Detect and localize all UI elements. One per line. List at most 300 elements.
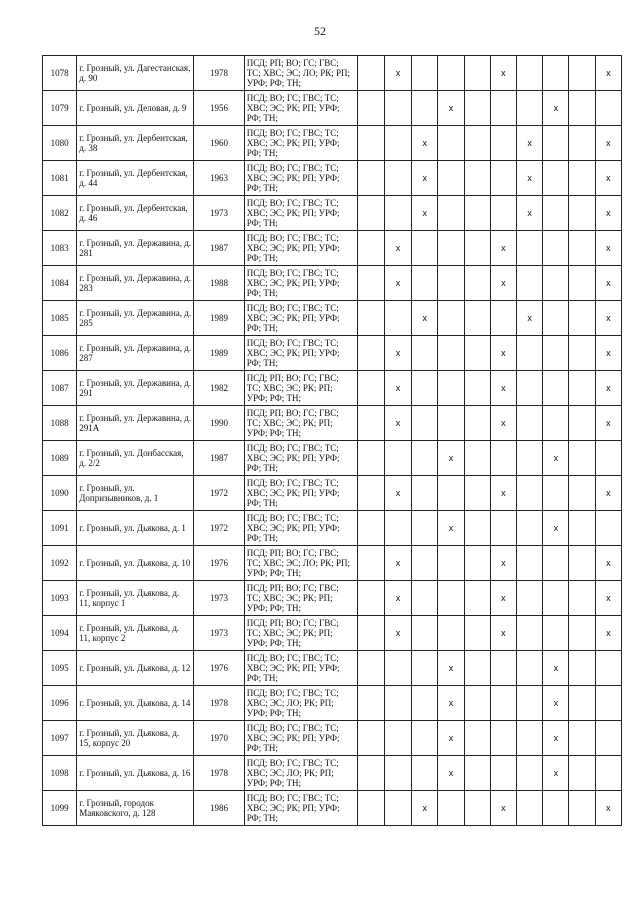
mark-cell bbox=[490, 756, 516, 791]
mark-cell: x bbox=[543, 721, 569, 756]
mark-cell bbox=[490, 511, 516, 546]
mark-cell bbox=[412, 651, 438, 686]
year-cell: 1973 bbox=[194, 616, 244, 651]
mark-cell bbox=[438, 791, 464, 826]
works-list-cell: ПСД; ВО; ГС; ГВС; ТС; ХВС; ЭС; РК; РП; УРФ; РФ; ТН; bbox=[244, 476, 357, 511]
mark-cell bbox=[543, 546, 569, 581]
mark-cell: x bbox=[384, 336, 411, 371]
mark-cell bbox=[595, 686, 621, 721]
works-list-cell: ПСД; ВО; ГС; ГВС; ТС; ХВС; ЭС; ЛО; РК; РП; УРФ; РФ; ТН; bbox=[244, 756, 357, 791]
address-cell: г. Грозный, ул. Донбасская, д. 2/2 bbox=[77, 441, 194, 476]
mark-cell bbox=[384, 441, 411, 476]
mark-cell: x bbox=[595, 56, 621, 91]
works-list-cell: ПСД; ВО; ГС; ГВС; ТС; ХВС; ЭС; РК; РП; УРФ; РФ; ТН; bbox=[244, 791, 357, 826]
mark-cell: x bbox=[384, 371, 411, 406]
mark-cell bbox=[569, 581, 595, 616]
works-list-cell: ПСД; РП; ВО; ГС; ГВС; ТС; ХВС; ЭС; РК; РП; УРФ; РФ; ТН; bbox=[244, 406, 357, 441]
mark-cell bbox=[569, 721, 595, 756]
mark-cell: x bbox=[438, 721, 464, 756]
mark-cell bbox=[357, 56, 384, 91]
table-row bbox=[43, 581, 622, 616]
page-number: 52 bbox=[314, 24, 326, 38]
row-number-cell: 1081 bbox=[43, 161, 77, 196]
mark-cell bbox=[438, 616, 464, 651]
mark-cell bbox=[517, 721, 543, 756]
mark-cell bbox=[464, 721, 490, 756]
mark-cell bbox=[464, 336, 490, 371]
mark-cell bbox=[357, 721, 384, 756]
row-number-cell: 1084 bbox=[43, 266, 77, 301]
mark-cell bbox=[490, 91, 516, 126]
mark-cell bbox=[517, 686, 543, 721]
mark-cell: x bbox=[595, 336, 621, 371]
mark-cell bbox=[517, 266, 543, 301]
works-list-cell: ПСД; ВО; ГС; ГВС; ТС; ХВС; ЭС; РК; РП; УРФ; РФ; ТН; bbox=[244, 336, 357, 371]
works-list-cell: ПСД; РП; ВО; ГС; ГВС; ТС; ХВС; ЭС; РК; РП; УРФ; РФ; ТН; bbox=[244, 616, 357, 651]
year-cell: 1987 bbox=[194, 441, 244, 476]
mark-cell bbox=[464, 161, 490, 196]
mark-cell: x bbox=[490, 266, 516, 301]
mark-cell bbox=[384, 161, 411, 196]
mark-cell bbox=[517, 441, 543, 476]
row-number-cell: 1085 bbox=[43, 301, 77, 336]
mark-cell bbox=[464, 406, 490, 441]
works-list-cell: ПСД; ВО; ГС; ГВС; ТС; ХВС; ЭС; РК; РП; УРФ; РФ; ТН; bbox=[244, 721, 357, 756]
table-row bbox=[43, 476, 622, 511]
mark-cell bbox=[412, 266, 438, 301]
mark-cell bbox=[490, 301, 516, 336]
mark-cell bbox=[357, 651, 384, 686]
mark-cell: x bbox=[490, 336, 516, 371]
table-row bbox=[43, 336, 622, 371]
mark-cell bbox=[412, 546, 438, 581]
table-row bbox=[43, 371, 622, 406]
mark-cell bbox=[543, 406, 569, 441]
mark-cell bbox=[517, 476, 543, 511]
mark-cell bbox=[595, 651, 621, 686]
mark-cell bbox=[569, 616, 595, 651]
works-list-cell: ПСД; РП; ВО; ГС; ГВС; ТС; ХВС; ЭС; ЛО; РК; РП; УРФ; РФ; ТН; bbox=[244, 546, 357, 581]
mark-cell bbox=[543, 126, 569, 161]
mark-cell bbox=[438, 581, 464, 616]
mark-cell bbox=[357, 126, 384, 161]
mark-cell bbox=[464, 56, 490, 91]
table-row bbox=[43, 56, 622, 91]
mark-cell bbox=[569, 476, 595, 511]
table-row bbox=[43, 91, 622, 126]
address-cell: г. Грозный, ул. Державина, д. 285 bbox=[77, 301, 194, 336]
mark-cell: x bbox=[543, 686, 569, 721]
mark-cell bbox=[517, 231, 543, 266]
mark-cell: x bbox=[412, 301, 438, 336]
mark-cell: x bbox=[490, 371, 516, 406]
mark-cell: x bbox=[595, 546, 621, 581]
mark-cell bbox=[517, 546, 543, 581]
mark-cell bbox=[384, 301, 411, 336]
mark-cell bbox=[357, 336, 384, 371]
mark-cell bbox=[464, 266, 490, 301]
row-number-cell: 1082 bbox=[43, 196, 77, 231]
year-cell: 1986 bbox=[194, 791, 244, 826]
row-number-cell: 1095 bbox=[43, 651, 77, 686]
mark-cell bbox=[543, 371, 569, 406]
mark-cell bbox=[357, 266, 384, 301]
mark-cell bbox=[384, 196, 411, 231]
mark-cell bbox=[543, 56, 569, 91]
mark-cell: x bbox=[517, 126, 543, 161]
address-cell: г. Грозный, ул. Дьякова, д. 1 bbox=[77, 511, 194, 546]
mark-cell: x bbox=[517, 161, 543, 196]
mark-cell bbox=[357, 371, 384, 406]
year-cell: 1963 bbox=[194, 161, 244, 196]
table-row bbox=[43, 161, 622, 196]
mark-cell: x bbox=[438, 686, 464, 721]
mark-cell: x bbox=[490, 581, 516, 616]
mark-cell bbox=[357, 231, 384, 266]
mark-cell: x bbox=[490, 56, 516, 91]
mark-cell bbox=[357, 476, 384, 511]
row-number-cell: 1079 bbox=[43, 91, 77, 126]
mark-cell: x bbox=[595, 476, 621, 511]
mark-cell bbox=[384, 791, 411, 826]
mark-cell bbox=[357, 301, 384, 336]
year-cell: 1987 bbox=[194, 231, 244, 266]
year-cell: 1982 bbox=[194, 371, 244, 406]
mark-cell bbox=[464, 686, 490, 721]
mark-cell bbox=[569, 336, 595, 371]
mark-cell: x bbox=[490, 546, 516, 581]
row-number-cell: 1093 bbox=[43, 581, 77, 616]
mark-cell bbox=[517, 581, 543, 616]
mark-cell bbox=[569, 406, 595, 441]
row-number-cell: 1078 bbox=[43, 56, 77, 91]
year-cell: 1978 bbox=[194, 686, 244, 721]
address-cell: г. Грозный, ул. Дагестанская, д. 90 bbox=[77, 56, 194, 91]
works-list-cell: ПСД; ВО; ГС; ГВС; ТС; ХВС; ЭС; РК; РП; УРФ; РФ; ТН; bbox=[244, 266, 357, 301]
mark-cell bbox=[464, 371, 490, 406]
address-cell: г. Грозный, ул. Дьякова, д. 16 bbox=[77, 756, 194, 791]
mark-cell bbox=[357, 581, 384, 616]
year-cell: 1988 bbox=[194, 266, 244, 301]
year-cell: 1956 bbox=[194, 91, 244, 126]
mark-cell bbox=[464, 616, 490, 651]
mark-cell bbox=[357, 441, 384, 476]
mark-cell bbox=[517, 511, 543, 546]
mark-cell bbox=[543, 301, 569, 336]
mark-cell: x bbox=[543, 651, 569, 686]
table-row bbox=[43, 511, 622, 546]
mark-cell bbox=[438, 336, 464, 371]
mark-cell bbox=[517, 371, 543, 406]
mark-cell: x bbox=[595, 196, 621, 231]
table-body bbox=[43, 56, 622, 826]
mark-cell bbox=[490, 651, 516, 686]
address-cell: г. Грозный, ул. Дьякова, д. 11, корпус 1 bbox=[77, 581, 194, 616]
mark-cell bbox=[569, 511, 595, 546]
table-row bbox=[43, 301, 622, 336]
mark-cell: x bbox=[595, 231, 621, 266]
mark-cell bbox=[569, 546, 595, 581]
mark-cell bbox=[384, 511, 411, 546]
row-number-cell: 1089 bbox=[43, 441, 77, 476]
works-list-cell: ПСД; ВО; ГС; ГВС; ТС; ХВС; ЭС; РК; РП; УРФ; РФ; ТН; bbox=[244, 651, 357, 686]
mark-cell: x bbox=[438, 91, 464, 126]
mark-cell bbox=[569, 161, 595, 196]
address-cell: г. Грозный, ул. Дербентская, д. 38 bbox=[77, 126, 194, 161]
row-number-cell: 1097 bbox=[43, 721, 77, 756]
mark-cell bbox=[490, 126, 516, 161]
mark-cell bbox=[438, 476, 464, 511]
row-number-cell: 1091 bbox=[43, 511, 77, 546]
mark-cell bbox=[384, 721, 411, 756]
table-row bbox=[43, 686, 622, 721]
mark-cell bbox=[412, 56, 438, 91]
works-list-cell: ПСД; ВО; ГС; ГВС; ТС; ХВС; ЭС; РК; РП; УРФ; РФ; ТН; bbox=[244, 161, 357, 196]
mark-cell bbox=[464, 791, 490, 826]
mark-cell bbox=[569, 301, 595, 336]
mark-cell bbox=[357, 546, 384, 581]
table-row bbox=[43, 546, 622, 581]
mark-cell bbox=[438, 161, 464, 196]
table-row bbox=[43, 196, 622, 231]
mark-cell: x bbox=[595, 371, 621, 406]
mark-cell bbox=[464, 651, 490, 686]
address-cell: г. Грозный, ул. Державина, д. 291 bbox=[77, 371, 194, 406]
housing-registry-table bbox=[42, 55, 622, 826]
table-row bbox=[43, 721, 622, 756]
mark-cell bbox=[412, 406, 438, 441]
mark-cell bbox=[569, 651, 595, 686]
address-cell: г. Грозный, ул. Дербентская, д. 44 bbox=[77, 161, 194, 196]
mark-cell: x bbox=[384, 581, 411, 616]
row-number-cell: 1099 bbox=[43, 791, 77, 826]
mark-cell bbox=[357, 616, 384, 651]
mark-cell bbox=[412, 686, 438, 721]
row-number-cell: 1096 bbox=[43, 686, 77, 721]
mark-cell bbox=[517, 56, 543, 91]
mark-cell bbox=[543, 266, 569, 301]
mark-cell bbox=[464, 756, 490, 791]
year-cell: 1973 bbox=[194, 581, 244, 616]
year-cell: 1976 bbox=[194, 651, 244, 686]
address-cell: г. Грозный, ул. Державина, д. 287 bbox=[77, 336, 194, 371]
table-row bbox=[43, 441, 622, 476]
year-cell: 1989 bbox=[194, 301, 244, 336]
row-number-cell: 1083 bbox=[43, 231, 77, 266]
table-row bbox=[43, 616, 622, 651]
address-cell: г. Грозный, ул. Державина, д. 283 bbox=[77, 266, 194, 301]
works-list-cell: ПСД; РП; ВО; ГС; ГВС; ТС; ХВС; ЭС; ЛО; РК; РП; УРФ; РФ; ТН; bbox=[244, 56, 357, 91]
works-list-cell: ПСД; ВО; ГС; ГВС; ТС; ХВС; ЭС; РК; РП; УРФ; РФ; ТН; bbox=[244, 301, 357, 336]
mark-cell: x bbox=[384, 231, 411, 266]
address-cell: г. Грозный, ул. Державина, д. 281 bbox=[77, 231, 194, 266]
mark-cell: x bbox=[384, 266, 411, 301]
table-row bbox=[43, 126, 622, 161]
works-list-cell: ПСД; ВО; ГС; ГВС; ТС; ХВС; ЭС; РК; РП; УРФ; РФ; ТН; bbox=[244, 196, 357, 231]
mark-cell bbox=[412, 511, 438, 546]
mark-cell bbox=[569, 196, 595, 231]
mark-cell bbox=[438, 301, 464, 336]
year-cell: 1978 bbox=[194, 56, 244, 91]
mark-cell bbox=[412, 441, 438, 476]
row-number-cell: 1086 bbox=[43, 336, 77, 371]
table-row bbox=[43, 791, 622, 826]
address-cell: г. Грозный, городок Маяковского, д. 128 bbox=[77, 791, 194, 826]
mark-cell: x bbox=[384, 476, 411, 511]
mark-cell bbox=[357, 756, 384, 791]
mark-cell: x bbox=[384, 56, 411, 91]
mark-cell bbox=[490, 441, 516, 476]
mark-cell bbox=[543, 231, 569, 266]
mark-cell bbox=[357, 511, 384, 546]
mark-cell bbox=[464, 91, 490, 126]
mark-cell bbox=[412, 336, 438, 371]
mark-cell bbox=[464, 476, 490, 511]
table-row bbox=[43, 406, 622, 441]
mark-cell bbox=[517, 756, 543, 791]
mark-cell bbox=[517, 616, 543, 651]
mark-cell bbox=[384, 91, 411, 126]
address-cell: г. Грозный, ул. Дербентская, д. 46 bbox=[77, 196, 194, 231]
mark-cell bbox=[438, 546, 464, 581]
year-cell: 1978 bbox=[194, 756, 244, 791]
mark-cell bbox=[517, 91, 543, 126]
mark-cell bbox=[595, 721, 621, 756]
mark-cell bbox=[543, 336, 569, 371]
works-list-cell: ПСД; ВО; ГС; ГВС; ТС; ХВС; ЭС; РК; РП; УРФ; РФ; ТН; bbox=[244, 511, 357, 546]
year-cell: 1960 bbox=[194, 126, 244, 161]
mark-cell: x bbox=[412, 791, 438, 826]
mark-cell bbox=[543, 791, 569, 826]
mark-cell bbox=[438, 406, 464, 441]
mark-cell bbox=[412, 581, 438, 616]
mark-cell bbox=[543, 161, 569, 196]
mark-cell: x bbox=[543, 511, 569, 546]
mark-cell bbox=[357, 91, 384, 126]
mark-cell bbox=[595, 441, 621, 476]
mark-cell bbox=[517, 336, 543, 371]
mark-cell: x bbox=[595, 581, 621, 616]
address-cell: г. Грозный, ул. Деловая, д. 9 bbox=[77, 91, 194, 126]
mark-cell bbox=[438, 231, 464, 266]
mark-cell bbox=[543, 196, 569, 231]
mark-cell bbox=[569, 56, 595, 91]
mark-cell bbox=[384, 126, 411, 161]
mark-cell bbox=[464, 231, 490, 266]
mark-cell: x bbox=[384, 616, 411, 651]
mark-cell bbox=[543, 616, 569, 651]
mark-cell bbox=[517, 791, 543, 826]
mark-cell: x bbox=[543, 441, 569, 476]
mark-cell: x bbox=[412, 126, 438, 161]
mark-cell bbox=[490, 721, 516, 756]
mark-cell bbox=[384, 651, 411, 686]
row-number-cell: 1087 bbox=[43, 371, 77, 406]
mark-cell bbox=[569, 91, 595, 126]
mark-cell bbox=[595, 511, 621, 546]
mark-cell bbox=[438, 266, 464, 301]
mark-cell: x bbox=[595, 791, 621, 826]
works-list-cell: ПСД; ВО; ГС; ГВС; ТС; ХВС; ЭС; РК; РП; УРФ; РФ; ТН; bbox=[244, 231, 357, 266]
mark-cell: x bbox=[595, 266, 621, 301]
mark-cell bbox=[490, 161, 516, 196]
mark-cell bbox=[357, 196, 384, 231]
mark-cell bbox=[412, 721, 438, 756]
mark-cell bbox=[357, 791, 384, 826]
mark-cell: x bbox=[595, 126, 621, 161]
mark-cell bbox=[569, 231, 595, 266]
mark-cell bbox=[595, 91, 621, 126]
mark-cell bbox=[595, 756, 621, 791]
mark-cell: x bbox=[595, 406, 621, 441]
address-cell: г. Грозный, ул. Дьякова, д. 10 bbox=[77, 546, 194, 581]
address-cell: г. Грозный, ул. Допризывников, д. 1 bbox=[77, 476, 194, 511]
mark-cell: x bbox=[490, 406, 516, 441]
mark-cell bbox=[569, 266, 595, 301]
year-cell: 1973 bbox=[194, 196, 244, 231]
year-cell: 1990 bbox=[194, 406, 244, 441]
mark-cell bbox=[517, 406, 543, 441]
address-cell: г. Грозный, ул. Дьякова, д. 12 bbox=[77, 651, 194, 686]
table-row bbox=[43, 651, 622, 686]
address-cell: г. Грозный, ул. Дьякова, д. 15, корпус 20 bbox=[77, 721, 194, 756]
year-cell: 1972 bbox=[194, 511, 244, 546]
mark-cell bbox=[490, 686, 516, 721]
year-cell: 1989 bbox=[194, 336, 244, 371]
mark-cell bbox=[569, 126, 595, 161]
mark-cell bbox=[464, 581, 490, 616]
works-list-cell: ПСД; ВО; ГС; ГВС; ТС; ХВС; ЭС; ЛО; РК; РП; УРФ; РФ; ТН; bbox=[244, 686, 357, 721]
mark-cell: x bbox=[543, 91, 569, 126]
mark-cell: x bbox=[543, 756, 569, 791]
mark-cell: x bbox=[517, 301, 543, 336]
mark-cell: x bbox=[438, 651, 464, 686]
row-number-cell: 1080 bbox=[43, 126, 77, 161]
table-row bbox=[43, 756, 622, 791]
mark-cell bbox=[412, 371, 438, 406]
mark-cell bbox=[464, 511, 490, 546]
year-cell: 1976 bbox=[194, 546, 244, 581]
mark-cell: x bbox=[490, 616, 516, 651]
mark-cell: x bbox=[595, 161, 621, 196]
mark-cell: x bbox=[438, 511, 464, 546]
row-number-cell: 1098 bbox=[43, 756, 77, 791]
mark-cell bbox=[412, 756, 438, 791]
mark-cell bbox=[438, 196, 464, 231]
mark-cell bbox=[412, 616, 438, 651]
mark-cell: x bbox=[490, 476, 516, 511]
works-list-cell: ПСД; РП; ВО; ГС; ГВС; ТС; ХВС; ЭС; РК; РП; УРФ; РФ; ТН; bbox=[244, 371, 357, 406]
mark-cell bbox=[438, 56, 464, 91]
mark-cell bbox=[464, 196, 490, 231]
row-number-cell: 1092 bbox=[43, 546, 77, 581]
works-list-cell: ПСД; ВО; ГС; ГВС; ТС; ХВС; ЭС; РК; РП; УРФ; РФ; ТН; bbox=[244, 126, 357, 161]
mark-cell bbox=[357, 406, 384, 441]
mark-cell: x bbox=[412, 161, 438, 196]
mark-cell bbox=[464, 301, 490, 336]
mark-cell bbox=[569, 371, 595, 406]
table-row bbox=[43, 266, 622, 301]
works-list-cell: ПСД; ВО; ГС; ГВС; ТС; ХВС; ЭС; РК; РП; УРФ; РФ; ТН; bbox=[244, 441, 357, 476]
address-cell: г. Грозный, ул. Дьякова, д. 11, корпус 2 bbox=[77, 616, 194, 651]
mark-cell: x bbox=[517, 196, 543, 231]
row-number-cell: 1088 bbox=[43, 406, 77, 441]
mark-cell bbox=[464, 441, 490, 476]
mark-cell bbox=[357, 686, 384, 721]
mark-cell bbox=[569, 441, 595, 476]
mark-cell bbox=[412, 91, 438, 126]
mark-cell bbox=[464, 546, 490, 581]
